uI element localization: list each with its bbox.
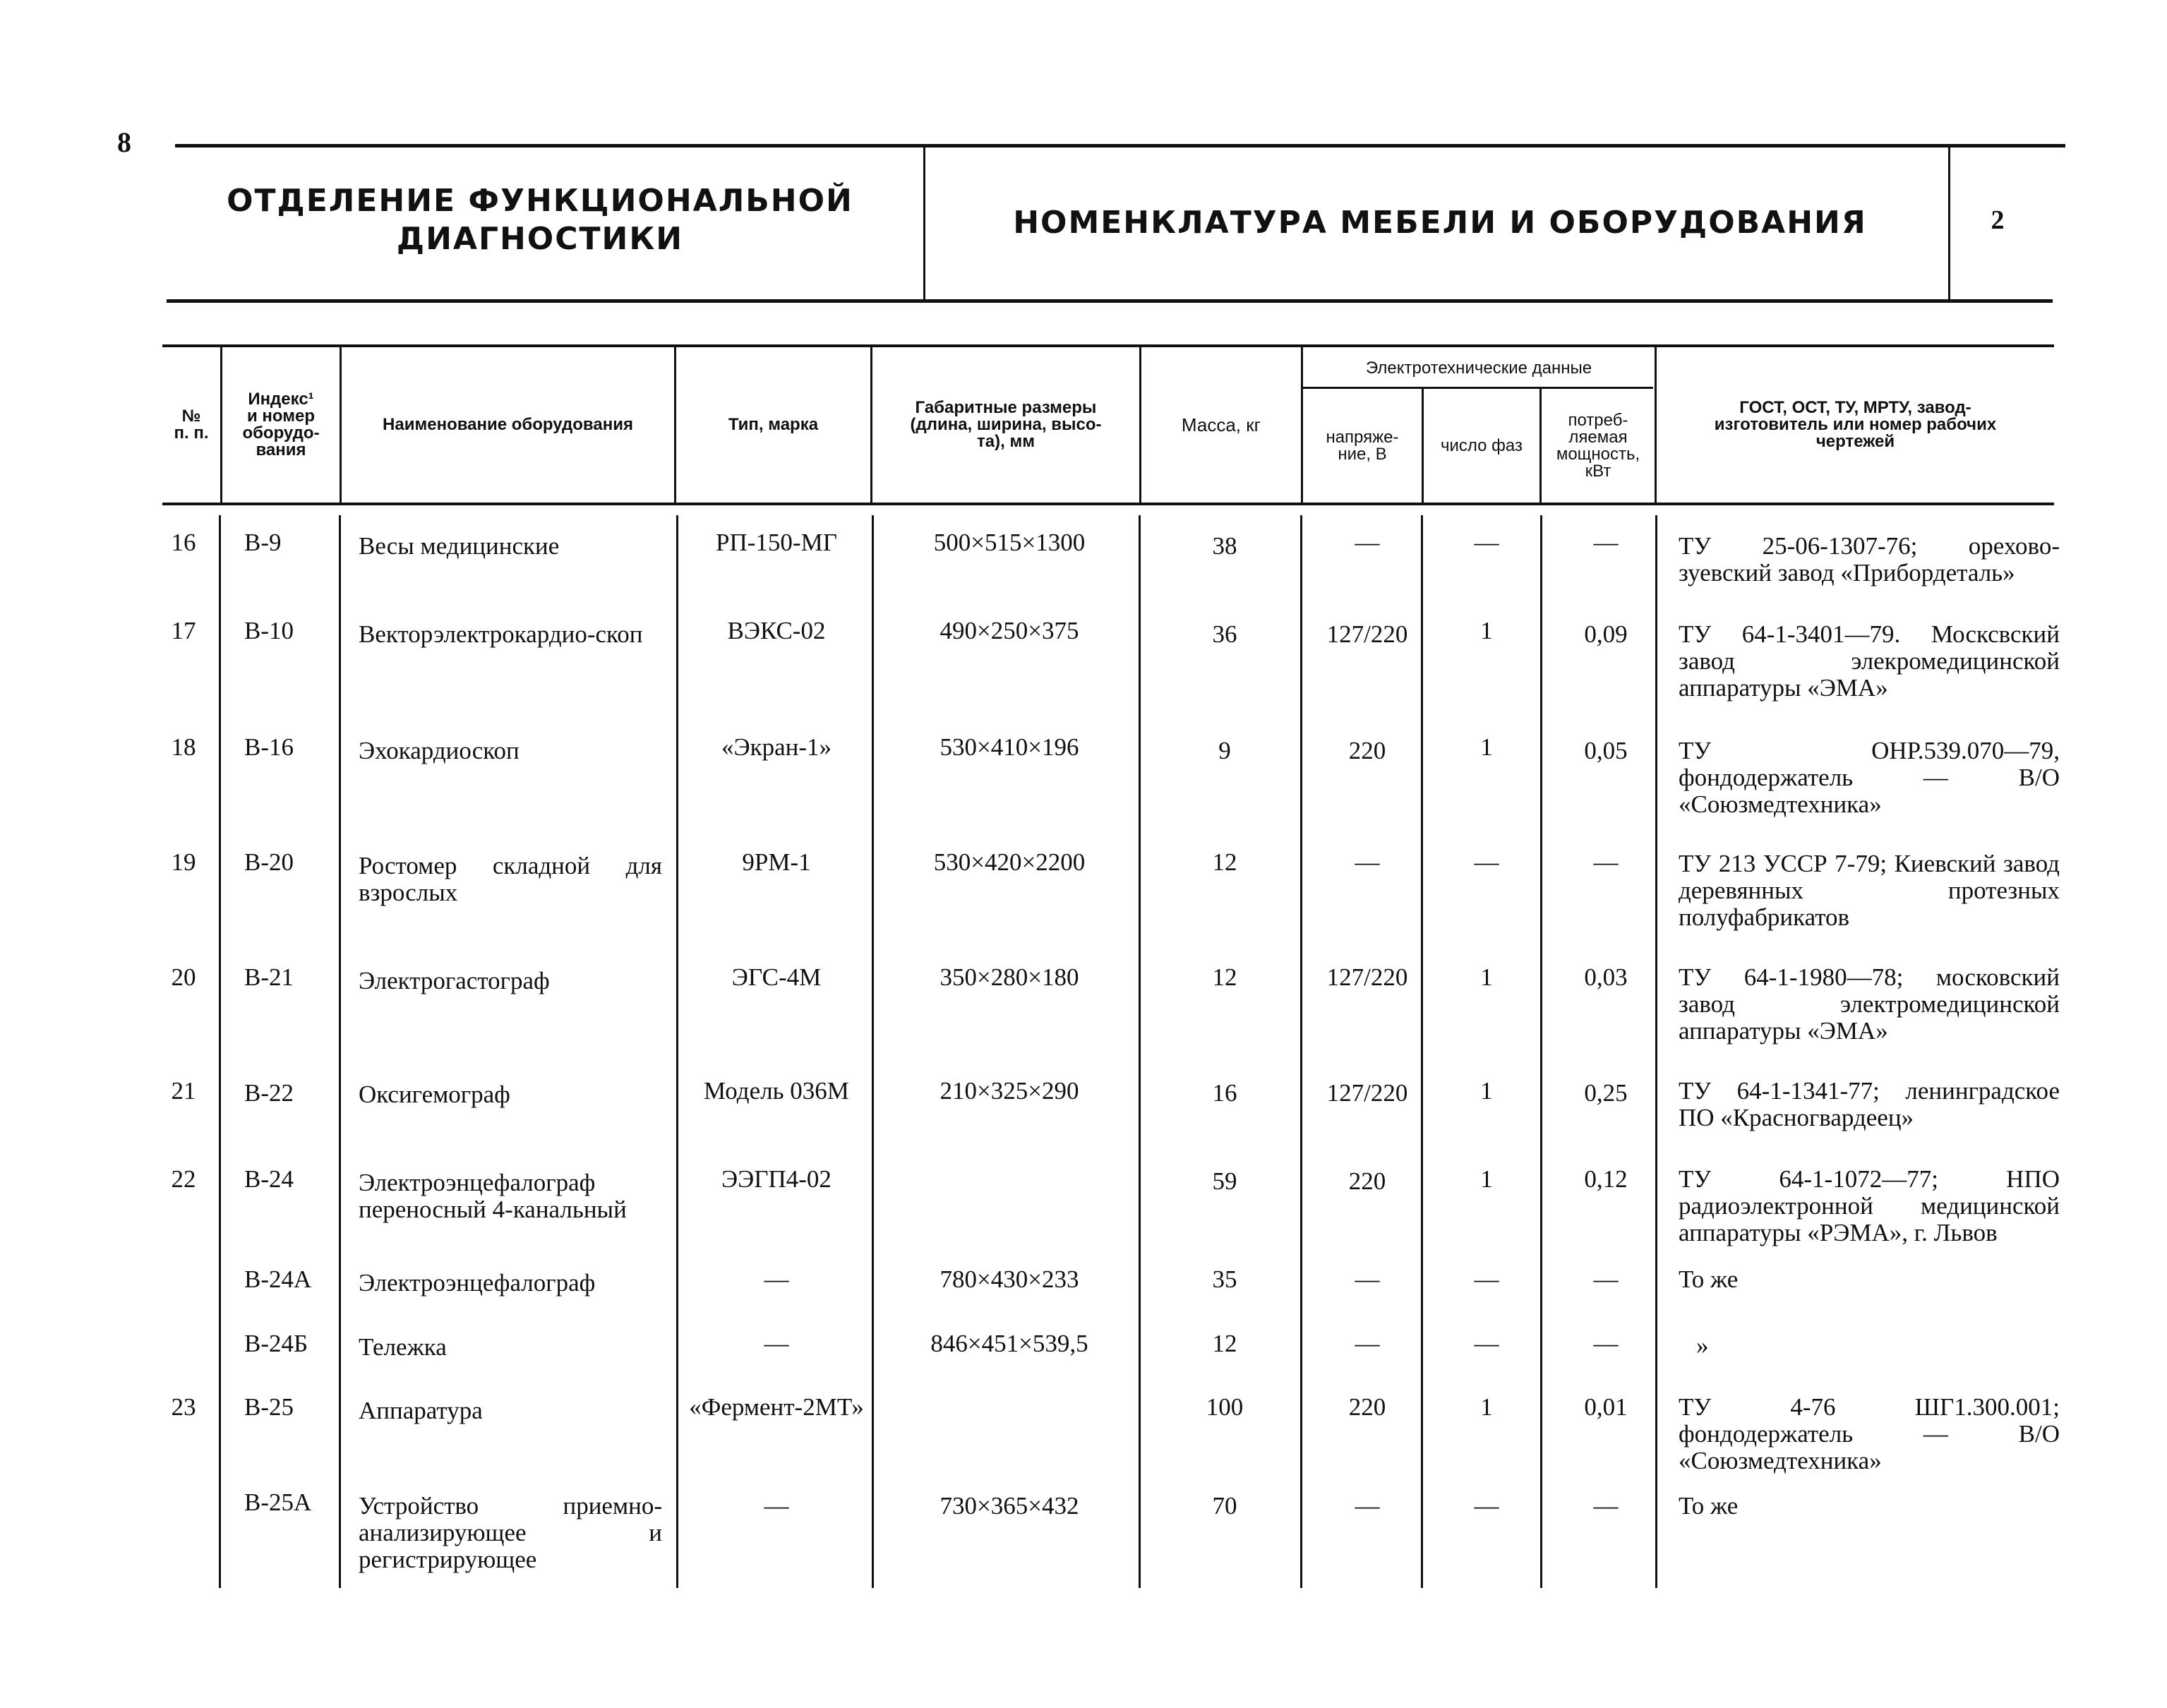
row-index: В-24Б: [244, 1330, 308, 1357]
row-number: 16: [171, 529, 196, 556]
row-index: В-25А: [244, 1489, 312, 1516]
col-electro-group-header: Электротехнические данные: [1365, 359, 1592, 378]
col-type-header: Тип, марка: [728, 415, 819, 434]
row-type: РП-150-МГ: [716, 529, 837, 556]
row-voltage: —: [1355, 1265, 1380, 1293]
row-name: Устройство приемно-анализирующее и регистрирующее: [359, 1492, 662, 1573]
row-power: —: [1593, 848, 1619, 876]
row-voltage: —: [1355, 529, 1380, 556]
row-power: —: [1593, 529, 1619, 556]
row-type: —: [764, 1492, 789, 1520]
row-type: ЭГС-4М: [731, 963, 822, 991]
row-gost: ТУ 213 УССР 7-79; Киевский завод деревянных протезных полуфабрикатов: [1679, 850, 2060, 931]
row-dims: 730×365×432: [940, 1492, 1079, 1520]
body-div-1: [219, 515, 221, 1588]
row-power: 0,03: [1584, 963, 1628, 991]
row-mass: 12: [1212, 1330, 1237, 1357]
row-index: В-24А: [244, 1265, 312, 1293]
row-mass: 38: [1212, 532, 1237, 560]
col-phases-header: число фаз: [1440, 435, 1523, 455]
row-number: 18: [171, 733, 196, 761]
row-phases: 1: [1480, 1393, 1493, 1421]
row-voltage: 127/220: [1326, 1079, 1408, 1107]
body-div-2: [339, 515, 341, 1588]
row-dims: 490×250×375: [940, 617, 1079, 644]
row-index: В-24: [244, 1165, 294, 1193]
row-dims: 350×280×180: [940, 963, 1079, 991]
row-index: В-10: [244, 617, 294, 644]
row-dims: 780×430×233: [940, 1265, 1079, 1293]
row-power: 0,01: [1584, 1393, 1628, 1421]
row-phases: —: [1474, 1492, 1499, 1520]
row-type: Модель 036М: [704, 1077, 849, 1105]
body-div-8: [1540, 515, 1542, 1588]
document-title: НОМЕНКЛАТУРА МЕБЕЛИ И ОБОРУДОВАНИЯ: [1013, 205, 1867, 241]
department-title: ОТДЕЛЕНИЕ ФУНКЦИОНАЛЬНОЙ ДИАГНОСТИКИ: [227, 183, 853, 257]
row-type: «Экран-1»: [721, 733, 832, 761]
row-index: В-25: [244, 1393, 294, 1421]
row-type: —: [764, 1265, 789, 1293]
col-name-header: Наименование оборудования: [383, 415, 633, 434]
row-gost: ТУ 25-06-1307-76; орехово-зуевский завод «Прибордеталь»: [1679, 532, 2060, 587]
row-type: «Фермент-2МТ»: [689, 1393, 864, 1421]
row-power: 0,05: [1584, 737, 1628, 764]
table-head-bottom-rule: [162, 503, 2054, 505]
col-dims-header: Габаритные размеры (длина, ширина, высо- та), мм: [910, 398, 1102, 451]
header-bottom-rule: [167, 299, 2053, 303]
row-name: Ростомер складной для взрослых: [359, 852, 662, 906]
row-type: ВЭКС-02: [727, 617, 826, 644]
col-mass-header: Масса, кг: [1181, 414, 1261, 435]
header-top-rule: [175, 144, 2065, 148]
row-gost: ТУ 64-1-3401—79. Москсвский завод элекромедицинской аппаратуры «ЭМА»: [1679, 620, 2060, 702]
row-phases: 1: [1480, 733, 1493, 761]
row-voltage: 127/220: [1326, 620, 1408, 648]
row-mass: 12: [1212, 848, 1237, 876]
row-voltage: 220: [1348, 737, 1386, 764]
row-mass: 36: [1212, 620, 1237, 648]
col-voltage-header: напряже- ние, В: [1326, 427, 1399, 464]
row-phases: 1: [1480, 1165, 1493, 1193]
row-voltage: —: [1355, 1330, 1380, 1357]
row-phases: 1: [1480, 617, 1493, 644]
row-dims: 846×451×539,5: [930, 1330, 1088, 1357]
row-index: В-16: [244, 733, 294, 761]
row-mass: 35: [1212, 1265, 1237, 1293]
header-divider-2: [1948, 148, 1950, 299]
row-power: 0,25: [1584, 1079, 1628, 1107]
col-gost-header: ГОСТ, ОСТ, ТУ, МРТУ, завод- изготовитель или номер рабочих чертежей: [1714, 398, 1997, 451]
row-power: —: [1593, 1265, 1619, 1293]
header-divider-1: [923, 148, 925, 299]
row-number: 22: [171, 1165, 196, 1193]
row-phases: —: [1474, 1330, 1499, 1357]
row-phases: —: [1474, 848, 1499, 876]
row-name: Векторэлектрокардио-скоп: [359, 620, 643, 648]
col-power-header: потреб- ляемая мощность, кВт: [1556, 410, 1640, 481]
row-name: Весы медицинские: [359, 532, 560, 560]
body-div-3: [676, 515, 678, 1588]
row-phases: —: [1474, 529, 1499, 556]
row-index: В-22: [244, 1079, 294, 1107]
row-dims: 500×515×1300: [933, 529, 1086, 556]
row-number: 20: [171, 963, 196, 991]
row-number: 21: [171, 1077, 196, 1105]
row-name: Аппаратура: [359, 1397, 483, 1424]
row-mass: 59: [1212, 1167, 1237, 1195]
row-power: —: [1593, 1492, 1619, 1520]
row-name: Эхокардиоскоп: [359, 737, 520, 764]
row-gost: ТУ 64-1-1341-77; ленинградское ПО «Красногвардеец»: [1679, 1077, 2060, 1131]
sheet-number: 2: [1991, 205, 2005, 235]
row-mass: 12: [1212, 963, 1237, 991]
row-dims: 210×325×290: [940, 1077, 1079, 1105]
row-index: В-20: [244, 848, 294, 876]
row-gost: То же: [1679, 1265, 1739, 1293]
row-gost: ТУ 64-1-1980—78; московский завод электромедицинской аппаратуры «ЭМА»: [1679, 963, 2060, 1045]
row-name: Электроэнцефалограф переносный 4-канальный: [359, 1169, 627, 1223]
row-number: 17: [171, 617, 196, 644]
row-type: ЭЭГП4-02: [721, 1165, 832, 1193]
col-index-header: Индекс¹ и номер оборудо- вания: [242, 390, 320, 459]
row-power: 0,09: [1584, 620, 1628, 648]
col-no-header: № п. п.: [174, 407, 209, 443]
row-dims: 530×410×196: [940, 733, 1079, 761]
row-index: В-9: [244, 529, 282, 556]
row-name: Оксигемограф: [359, 1081, 510, 1108]
body-div-6: [1300, 515, 1302, 1588]
row-type: 9РМ-1: [742, 848, 811, 876]
row-power: 0,12: [1584, 1165, 1628, 1193]
row-phases: 1: [1480, 963, 1493, 991]
row-gost: »: [1696, 1332, 1709, 1359]
body-div-7: [1421, 515, 1423, 1588]
row-voltage: —: [1355, 848, 1380, 876]
body-div-9: [1655, 515, 1657, 1588]
row-phases: —: [1474, 1265, 1499, 1293]
row-mass: 70: [1212, 1492, 1237, 1520]
body-div-4: [872, 515, 874, 1588]
row-gost: То же: [1679, 1492, 1739, 1520]
row-phases: 1: [1480, 1077, 1493, 1105]
row-voltage: 220: [1348, 1167, 1386, 1195]
row-number: 19: [171, 848, 196, 876]
row-index: В-21: [244, 963, 294, 991]
row-mass: 16: [1212, 1079, 1237, 1107]
row-name: Электроэнцефалограф: [359, 1269, 596, 1297]
row-voltage: 127/220: [1326, 963, 1408, 991]
row-mass: 9: [1218, 737, 1231, 764]
row-gost: ТУ ОНР.539.070—79, фондодержатель — В/О «Союзмедтехника»: [1679, 737, 2060, 818]
row-mass: 100: [1206, 1393, 1244, 1421]
row-type: —: [764, 1330, 789, 1357]
page-number: 8: [117, 126, 131, 158]
row-dims: 530×420×2200: [933, 848, 1086, 876]
row-voltage: 220: [1348, 1393, 1386, 1421]
row-voltage: —: [1355, 1492, 1380, 1520]
row-number: 23: [171, 1393, 196, 1421]
row-name: Тележка: [359, 1333, 447, 1361]
row-gost: ТУ 4-76 ШГ1.300.001; фондодержатель — В/О «Союзмедтехника»: [1679, 1393, 2060, 1474]
row-power: —: [1593, 1330, 1619, 1357]
row-name: Электрогастограф: [359, 967, 550, 994]
body-div-5: [1139, 515, 1141, 1588]
row-gost: ТУ 64-1-1072—77; НПО радиоэлектронной медицинской аппаратуры «РЭМА», г. Львов: [1679, 1165, 2060, 1246]
